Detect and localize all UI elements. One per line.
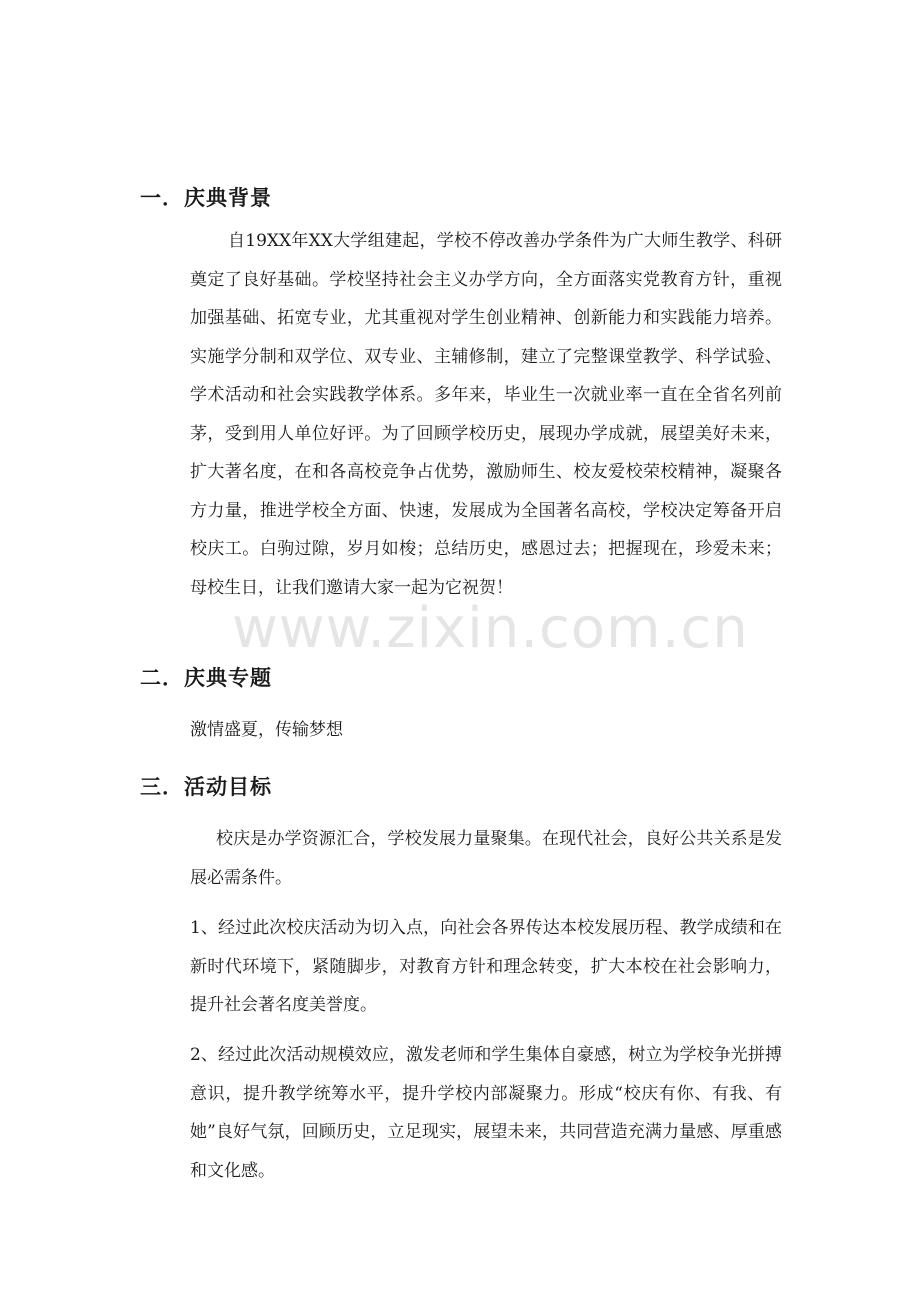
section-heading-goals: 三．活动目标: [140, 775, 272, 799]
theme-paragraph: 激情盛夏，传输梦想: [190, 720, 343, 740]
goals-item-1-paragraph: 1、经过此次校庆活动为切入点，向社会各界传达本校发展历程、教学成绩和在新时代环境下，紧随脚步，对教育方针和理念转变，扩大本校在社会影响力，提升社会著名度美誉度。: [190, 918, 782, 1015]
section-heading-theme: 二．庆典专题: [140, 666, 272, 690]
section-heading-background: 一．庆典背景: [140, 186, 272, 210]
goals-intro-paragraph: 校庆是办学资源汇合，学校发展力量聚集。在现代社会，良好公共关系是发展必需条件。: [190, 829, 782, 888]
goals-item-2-paragraph: 2、经过此次活动规模效应，激发老师和学生集体自豪感，树立为学校争光拼搏意识，提升教学统筹水平，提升学校内部凝聚力。形成“校庆有你、有我、有她”良好气氛，回顾历史，立足现实，展望未来，共同营造充满力量感、厚重感和文化感。: [190, 1045, 782, 1181]
watermark: www.zixin.com.cn: [232, 596, 749, 661]
background-paragraph: 自19XX年XX大学组建起，学校不停改善办学条件为广大师生教学、科研奠定了良好基础。学校坚持社会主义办学方向，全方面落实党教育方针，重视加强基础、拓宽专业，尤其重视对学生创业精神、创新能力和实践能力培养。实施学分制和双学位、双专业、主辅修制，建立了完整课堂教学、科学试验、学术活动和社会实践教学体系。多年来，毕业生一次就业率一直在全省名列前茅，受到用人单位好评。为了回顾学校历史，展现办学成就，展望美好未来，扩大著名度，在和各高校竞争占优势，激励师生、校友爱校荣校精神，凝聚各方力量，推进学校全方面、快速，发展成为全国著名高校，学校决定筹备开启校庆工。白驹过隙，岁月如梭；总结历史，感恩过去；把握现在，珍爱未来；母校生日，让我们邀请大家一起为它祝贺！: [190, 231, 782, 598]
